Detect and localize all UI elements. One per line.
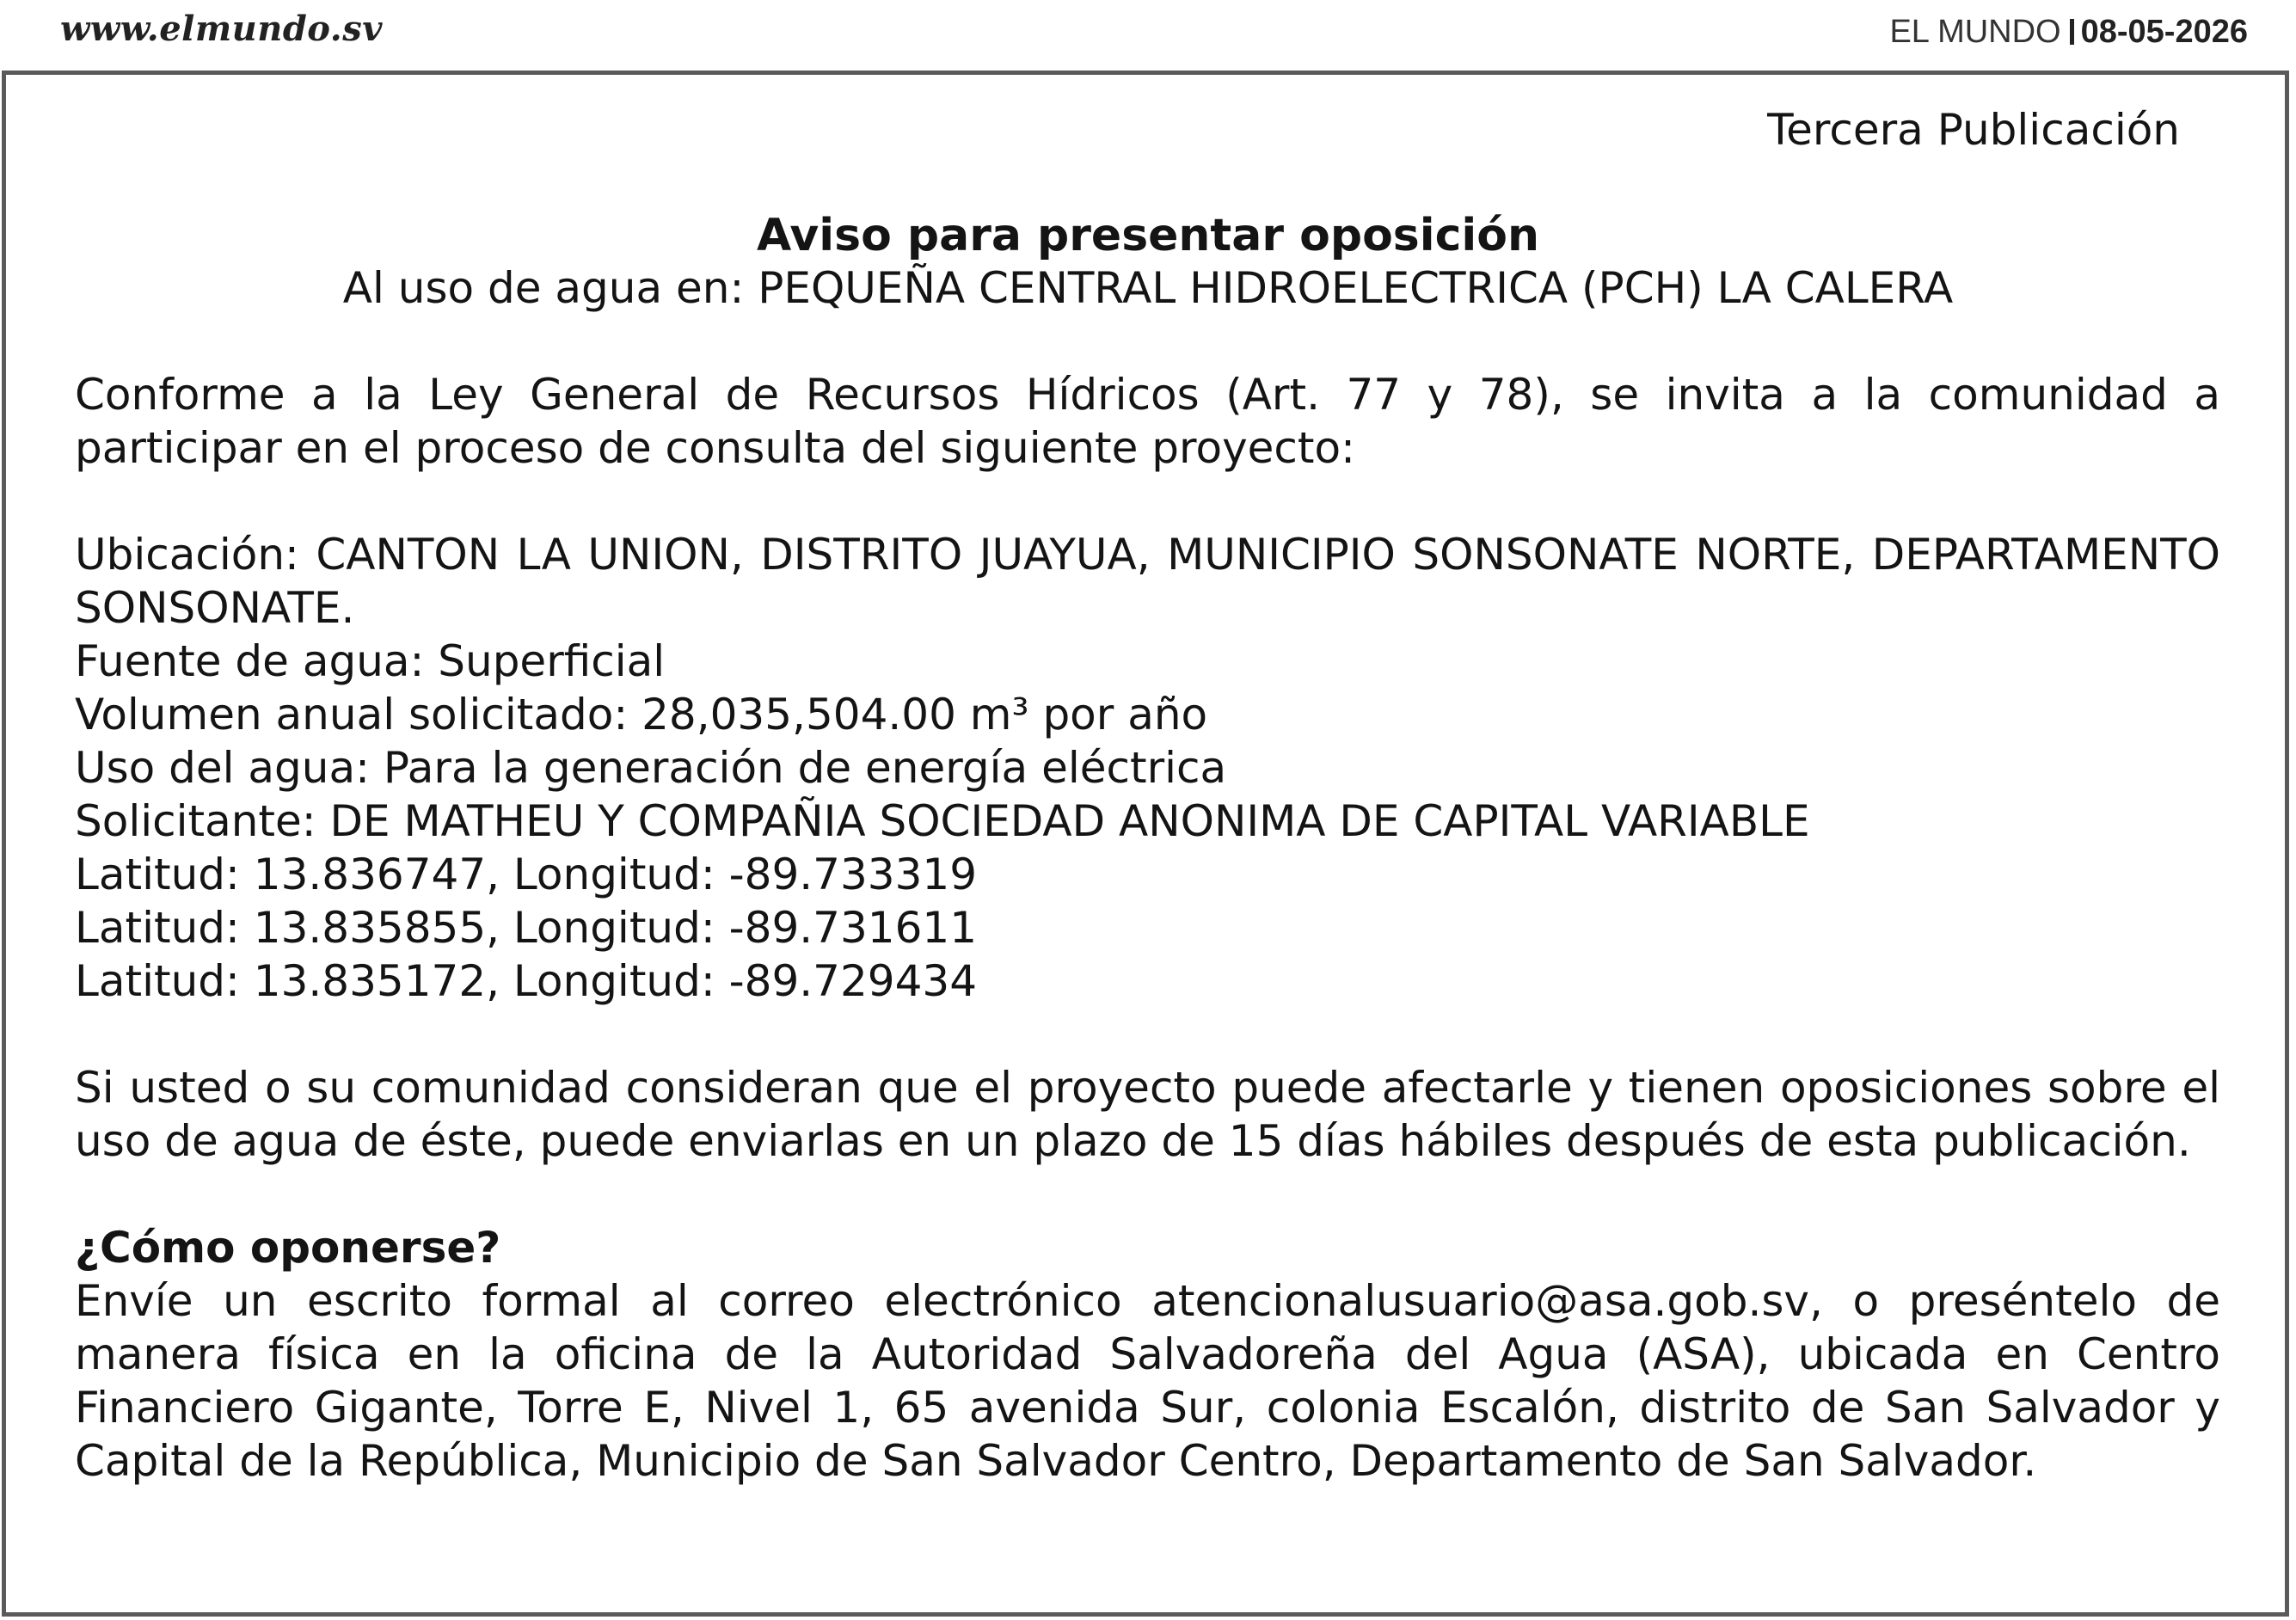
coordinate-1: Latitud: 13.836747, Longitud: -89.733319 [75, 850, 978, 899]
paper-info [1889, 14, 2248, 51]
coordinate-3: Latitud: 13.835172, Longitud: -89.729434 [75, 956, 978, 1006]
spacer [75, 475, 2220, 528]
water-source: Fuente de agua: Superficial [75, 636, 666, 686]
paper-name: EL MUNDO [1889, 14, 2061, 50]
separator-bar [2070, 19, 2074, 45]
annual-volume: Volumen anual solicitado: 28,035,504.00 m³ por año [75, 690, 1208, 739]
notice-subtitle: Al uso de agua en: PEQUEÑA CENTRAL HIDROELECTRICA (PCH) LA CALERA [342, 263, 1954, 313]
applicant: Solicitante: DE MATHEU Y COMPAÑIA SOCIEDAD ANONIMA DE CAPITAL VARIABLE [75, 796, 1810, 846]
water-use: Uso del agua: Para la generación de energía eléctrica [75, 743, 1227, 793]
notice-title: Aviso para presentar oposición [757, 210, 1539, 261]
how-to-oppose-heading: ¿Cómo oponerse? [75, 1223, 501, 1273]
publication-label: Tercera Publicación [1767, 105, 2180, 155]
spacer [75, 1168, 2220, 1221]
coordinate-2: Latitud: 13.835855, Longitud: -89.731611 [75, 903, 978, 953]
page-header [0, 0, 2296, 69]
location-text: Ubicación: CANTON LA UNION, DISTRITO JUAYUA, MUNICIPIO SONSONATE NORTE, DEPARTAMENTO SONSONATE. [75, 530, 2220, 633]
spacer [75, 1008, 2220, 1061]
intro-paragraph: Conforme a la Ley General de Recursos Hídricos (Art. 77 y 78), se invita a la comunidad a participar en el proceso de consulta del siguiente proyecto: [75, 370, 2220, 473]
publication-date: 08-05-2026 [2080, 14, 2248, 50]
notice-body [75, 368, 2220, 1488]
site-url[interactable]: www.elmundo.sv [60, 9, 383, 49]
how-to-oppose-text: Envíe un escrito formal al correo electrónico atencionalusuario@asa.gob.sv, o preséntelo de manera física en la oficina de la Autoridad Salvadoreña del Agua (ASA), ubicada en Centro Financiero Gigante, Torre E, Nivel 1, 65 avenida Sur, colonia Escalón, distrito de San Salvador y Capital de la República, Municipio de San Salvador Centro, Departamento de San Salvador. [75, 1276, 2220, 1486]
opposition-paragraph: Si usted o su comunidad consideran que el proyecto puede afectarle y tienen oposiciones sobre el uso de agua de éste, puede enviarlas en un plazo de 15 días hábiles después de esta publicación. [75, 1063, 2220, 1166]
